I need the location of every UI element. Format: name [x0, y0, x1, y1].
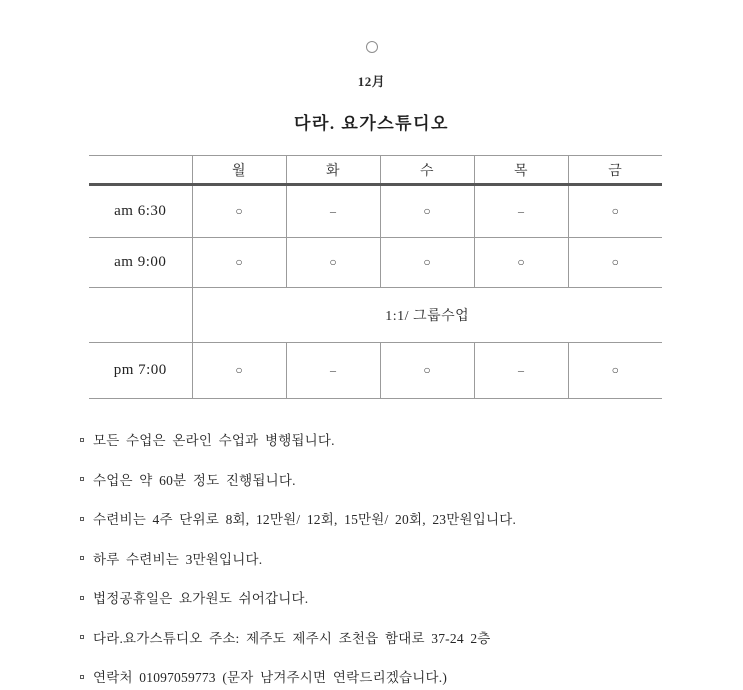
table-row	[89, 343, 662, 399]
list-item	[80, 429, 680, 449]
schedule-cell: –	[286, 185, 380, 238]
merged-class-cell: 1:1/ 그룹수업	[192, 288, 662, 343]
schedule-cell: ○	[192, 238, 286, 288]
schedule-cell: ○	[380, 343, 474, 399]
square-bullet-icon	[80, 438, 84, 442]
note-text: 하루 수련비는 3만원입니다.	[93, 551, 263, 567]
note-text: 수업은 약 60분 정도 진행됩니다.	[93, 472, 296, 488]
schedule-cell: ○	[568, 238, 662, 288]
list-item	[80, 548, 680, 568]
document-header	[0, 0, 743, 134]
square-bullet-icon	[80, 596, 84, 600]
col-header-wed: 수	[380, 156, 474, 185]
time-cell: am 9:00	[114, 254, 167, 270]
list-item	[80, 666, 680, 686]
schedule-cell: –	[474, 343, 568, 399]
col-header-thu: 목	[474, 156, 568, 185]
square-bullet-icon	[80, 556, 84, 560]
schedule-cell: ○	[286, 238, 380, 288]
time-cell: pm 7:00	[113, 362, 167, 378]
table-header-row	[89, 156, 662, 185]
schedule-cell: ○	[192, 343, 286, 399]
table-row	[89, 185, 662, 238]
note-text: 수련비는 4주 단위로 8회, 12만원/ 12회, 15만원/ 20회, 23만원입니다.	[93, 512, 517, 527]
list-item	[80, 508, 680, 528]
square-bullet-icon	[80, 477, 84, 481]
notes-list	[80, 429, 680, 686]
month-label: 12月	[357, 74, 386, 89]
square-bullet-icon	[80, 517, 84, 521]
page-title: 다라. 요가스튜디오	[294, 114, 449, 133]
table-row-merged	[89, 288, 662, 343]
note-text: 법정공휴일은 요가원도 쉬어갑니다.	[93, 591, 309, 606]
schedule-cell: ○	[568, 343, 662, 399]
col-header-tue: 화	[286, 156, 380, 185]
schedule-table	[89, 155, 662, 399]
square-bullet-icon	[80, 635, 84, 639]
schedule-cell: ○	[568, 185, 662, 238]
col-header-fri: 금	[568, 156, 662, 185]
schedule-cell: ○	[192, 185, 286, 238]
table-row	[89, 238, 662, 288]
col-header-mon: 월	[192, 156, 286, 185]
square-bullet-icon	[80, 675, 84, 679]
list-item	[80, 627, 680, 647]
time-cell	[89, 288, 192, 343]
note-text: 모든 수업은 온라인 수업과 병행됩니다.	[93, 433, 335, 448]
schedule-cell: ○	[380, 238, 474, 288]
schedule-cell: –	[286, 343, 380, 399]
circle-icon	[366, 41, 378, 53]
corner-cell	[89, 156, 192, 185]
schedule-cell: ○	[380, 185, 474, 238]
list-item	[80, 587, 680, 607]
note-text: 연락처 01097059773 (문자 남겨주시면 연락드리겠습니다.)	[93, 670, 448, 685]
list-item	[80, 469, 680, 489]
time-cell: am 6:30	[114, 203, 167, 219]
schedule-cell: –	[474, 185, 568, 238]
note-text: 다라.요가스튜디오 주소: 제주도 제주시 조천읍 함대로 37-24 2층	[93, 630, 491, 646]
schedule-cell: ○	[474, 238, 568, 288]
